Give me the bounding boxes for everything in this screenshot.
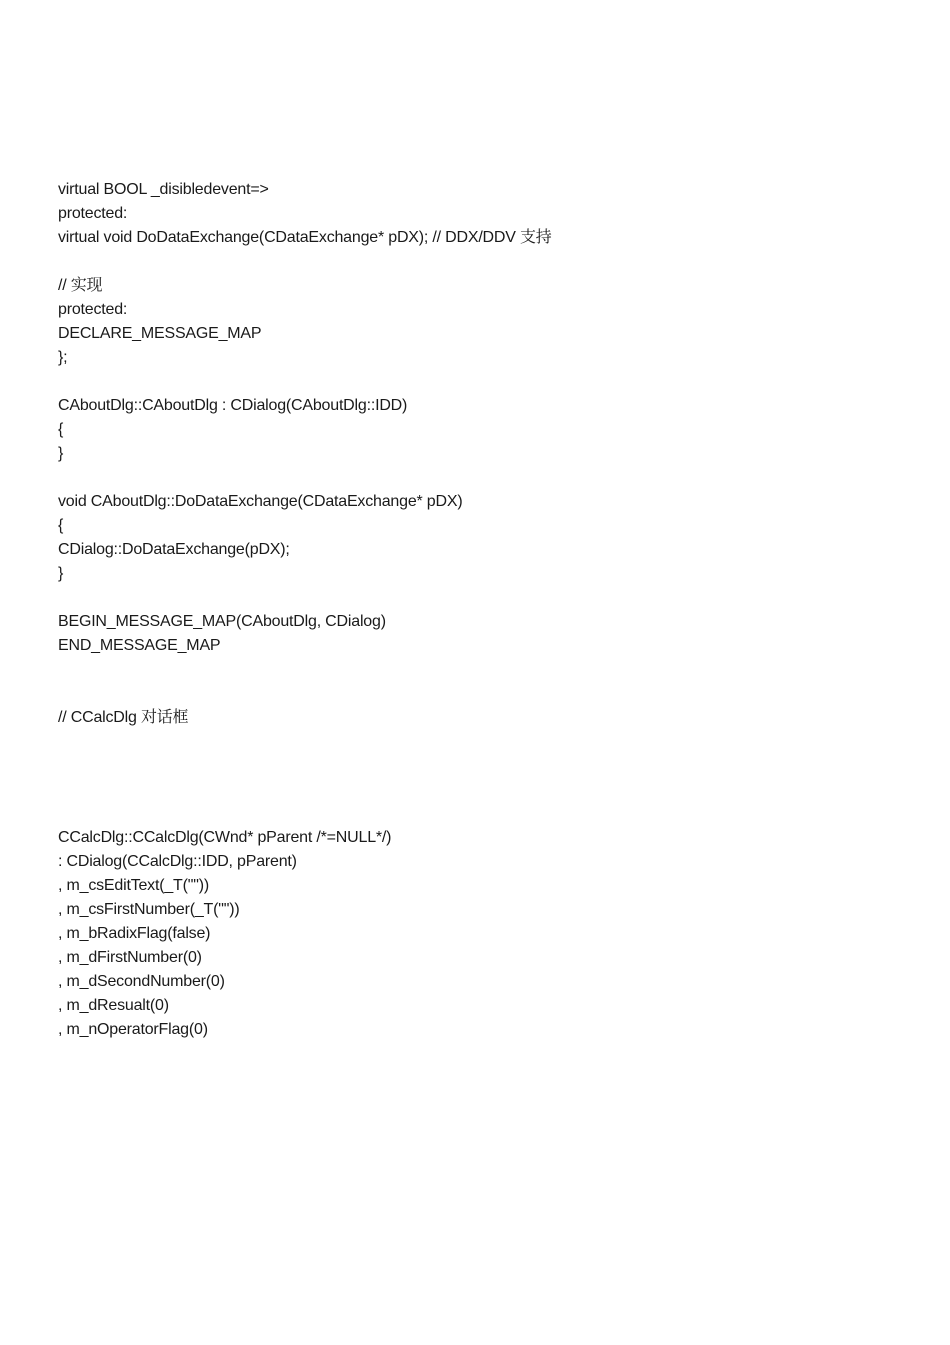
code-line: : CDialog(CCalcDlg::IDD, pParent) [58,853,297,870]
code-line: }; [58,349,68,366]
code-line: END_MESSAGE_MAP [58,637,221,654]
code-line: virtual BOOL _disibledevent=> [58,181,269,198]
code-line: CCalcDlg::CCalcDlg(CWnd* pParent /*=NULL*/) [58,829,392,846]
code-line: CAboutDlg::CAboutDlg : CDialog(CAboutDlg::IDD) [58,397,408,414]
code-line: , m_dSecondNumber(0) [58,973,225,990]
code-line: protected: [58,205,128,222]
code-line [58,730,918,754]
code-line: protected: [58,301,128,318]
code-line: virtual void DoDataExchange(CDataExchange* pDX); // DDX/DDV 支持 [58,229,552,246]
code-line: , m_dResualt(0) [58,997,169,1014]
code-line [58,250,918,274]
code-line: } [58,565,64,582]
code-line: BEGIN_MESSAGE_MAP(CAboutDlg, CDialog) [58,613,386,630]
code-line [58,466,918,490]
code-line: , m_csFirstNumber(_T("")) [58,901,240,918]
code-line: , m_dFirstNumber(0) [58,949,202,966]
code-line [58,802,918,826]
code-line: void CAboutDlg::DoDataExchange(CDataExchange* pDX) [58,493,463,510]
code-line [58,754,918,778]
code-listing [58,178,918,1042]
code-line: , m_csEditText(_T("")) [58,877,209,894]
code-line: , m_nOperatorFlag(0) [58,1021,208,1038]
code-line: } [58,445,64,462]
code-line: DECLARE_MESSAGE_MAP [58,325,262,342]
code-line: { [58,517,64,534]
code-line: // 实现 [58,277,103,294]
code-line [58,658,918,682]
code-line [58,586,918,610]
code-line: CDialog::DoDataExchange(pDX); [58,541,290,558]
code-line [58,682,918,706]
code-line [58,370,918,394]
code-line [58,778,918,802]
code-line: { [58,421,64,438]
code-line: , m_bRadixFlag(false) [58,925,211,942]
code-line: // CCalcDlg 对话框 [58,709,189,726]
